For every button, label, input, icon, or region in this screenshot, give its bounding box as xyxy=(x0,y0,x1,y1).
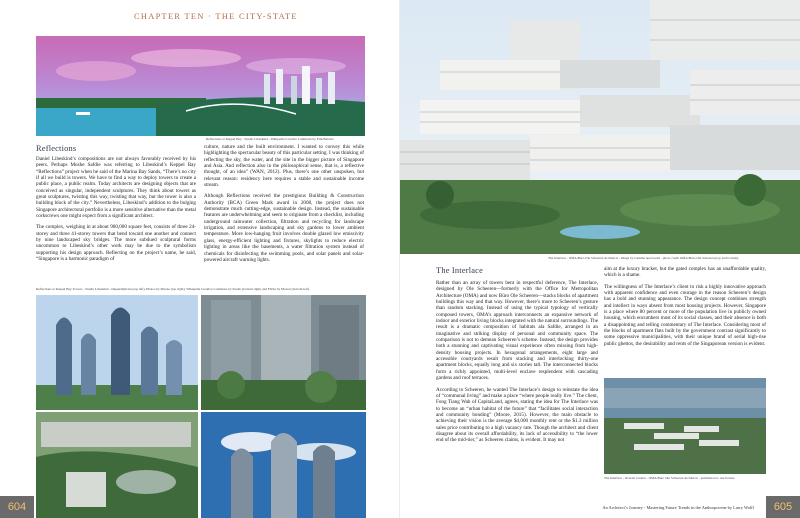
paragraph: Although Reflections received the prestigious Building & Construction Authority (BCA) Green Mark award in 2008, the project does not demonstrate much cutting-edge, sustainable design. Instead, the sustainable features are underwhelming and seem to originate from a checklist, including underground rainwater collection, filtration and recycling for landscape irrigation, and extensive landscaping and sky gardens to lower ambient temperature. More low-hanging fruit involves double glazed low emissivity glass, energy-efficient lighting and fixtures, skylights to reduce electric lighting in areas like the basements, a water filtration system instead of chemicals for disinfecting the swimming pools, and solar panels and solar-powered aircraft warning lights. xyxy=(204,193,364,263)
right-page xyxy=(400,0,800,518)
paragraph: The willingness of The Interlace’s client to risk a highly innovative approach with apparent confidence and even courage in the reason Scheeren’s design has a bold and stunning appearance. The design concept combines strength and intellect in ways absent from most housing projects. However, Singapore is a place where 80 percent or more of the population live in publicly owned housing, which encumbers most of its social classes, and their absence is both a disappointing and telling commentary of The Interlace. Considering most of the blocks of apartment flats built by the government contrast significantly to some oppressive municipalities, with their unique brand of serial high-rise public ghettos, the desirability and rents of the Singaporean version is evident. xyxy=(604,283,766,347)
collage-top-right-image xyxy=(201,295,366,410)
book-footer: An Architect’s Journey - Mastering Future Trends in the Anthropocene by Larry Wolff xyxy=(602,505,754,510)
paragraph: Rather than an array of towers bent in respectful deference, The Interlace, designed by Ole Scheeren—formerly with the Office for Metropolitan Architecture (OMA) and now Büro Ole Scheeren—stacks blocks of apartment buildings this way and that way. However, there’s more to Scheeren’s gesture than random stacking. Instead of using the typical typology of vertically composed towers, OMA’s approach interconnects an expansive network of indoor and exterior living blocks integrated with the natural surroundings. The result is a dramatic composition of habitats ala Safdie, arranged in an imaginative and striking display of personal and community space. The comparison is not to demean Scheeren’s scheme. Instead, the design provides both a stunning and captivating visual experience often missing from high-density housing projects. In hexagonal arrangements, eight large and accessible courtyards result from stacking and interlocking thirty-one apartment blocks, equally long and six stories tall. The interconnected blocks form a richly appointed, multi-level enclave resplendent with cascading gardens and roof terraces. xyxy=(436,280,598,382)
collage-top-left-image xyxy=(36,295,198,410)
interlace-main-caption: The Interlace - OMA/Buro Ole Scheeren Architects - image by Gemma newsroom - photo credit OMA/Buro Ole Scheeren (top and bottom). xyxy=(548,256,740,260)
collage-bottom-left-image xyxy=(36,412,198,518)
paragraph: culture, nature and the built environment. I wanted to convey this while highlighting the spectacular beauty of this particular setting. I was thinking of reflecting the sky, the water, and the site in the bigger picture of Singapore and Asia. And reflection also in the philosophical sense, that is, a reflective thought, of an idea” (WAN, 2012). Plus, there’s one other unspoken, but relevant reason: residency here requires a stable and sustainable income stream. xyxy=(204,144,364,189)
reflections-skyline-image xyxy=(36,36,365,136)
interlace-aerial-image xyxy=(604,378,766,474)
paragraph: According to Scheeren, he wanted The Interlace’s design to reinstate the idea of “communal living” and make a place “where people really live.” The client, Fong Tiang Wah of CapitaLand, agrees, stating the idea for The Interlace was to become an “urban habitat of the future” that “facilitates social interaction and community bonding” (Moore, 2015). However, the main obstacle to achieving their vision is the average $4,000 monthly rent or the $1.3 million sales price contributing to a high vacancy rate. Though the architect and client disagree about its overall affordability, its lack of accessibility to “the lower end of the mid-tier,” as Scheeren claims, is evident. It may not xyxy=(436,386,598,444)
section-title-reflections: Reflections xyxy=(36,144,77,153)
right-page-number: 605 xyxy=(766,496,800,518)
right-column-2 xyxy=(604,266,766,352)
section-title-interlace: The Interlace xyxy=(436,266,484,275)
interlace-aerial-caption: The Interlace - Overall context - OMA/Buro Ole Scheeren Architects - permission to use license xyxy=(604,476,735,480)
chapter-header: CHAPTER TEN · THE CITY-STATE xyxy=(134,12,298,21)
collage-bottom-right-image xyxy=(201,412,366,518)
right-column-1 xyxy=(436,280,598,449)
interlace-main-image xyxy=(400,0,800,254)
left-column-1 xyxy=(36,156,196,268)
paragraph: The complex, weighing in at about 900,000 square feet, consists of three 24-storey and three 41-storey towers that bend toward one another and connect by nine landscaped sky bridges. The more subdued sculptural forms uncommon to Libeskind’s other work may be due to the symbolism supporting his design approach. Reflecting on the project’s name, he said, “Singapore is a harmonic paradigm of xyxy=(36,224,196,263)
left-column-2 xyxy=(204,144,364,268)
collage-caption: Reflections at Keppel Bay Towers - Studio Libeskind - Dependiplicies (top left), Photos by Mzone (top right), Wikipedia Creative Commons by Studio (bottom right) and Flickr by Moxon (bottom left). xyxy=(36,287,310,291)
top-image-caption: Reflections at Keppel Bay - Studio Libeskind - Wikipedia Creative Commons by Erik Baluvic xyxy=(206,137,334,141)
left-page-number: 604 xyxy=(0,496,34,518)
paragraph: Daniel Libeskind’s compositions are not always favorably received by his peers. Perhaps Moshe Safdie was referring to Libeskind’s Keppel Bay “Reflections” project when he said of the Marina Bay Sands, “There’s no city if all we build is towers. We have to find a way to deploy towers to create a public place, a public realm. Today architects are designing objects that are conceived as singular, independent sculptures. They think about towers as great sculptures, twisting this way, twisting that way, but the tower is also a building block of the city.” Nevertheless, Libeskind’s addition to the bulging Singapore architectural portfolio is a more sensitive alternative than the metal corkscrews one might expect from a significant architect. xyxy=(36,156,196,220)
paragraph: aim at the luxury bracket, but the gated complex has an unaffordable quality, which is a shame. xyxy=(604,266,766,279)
